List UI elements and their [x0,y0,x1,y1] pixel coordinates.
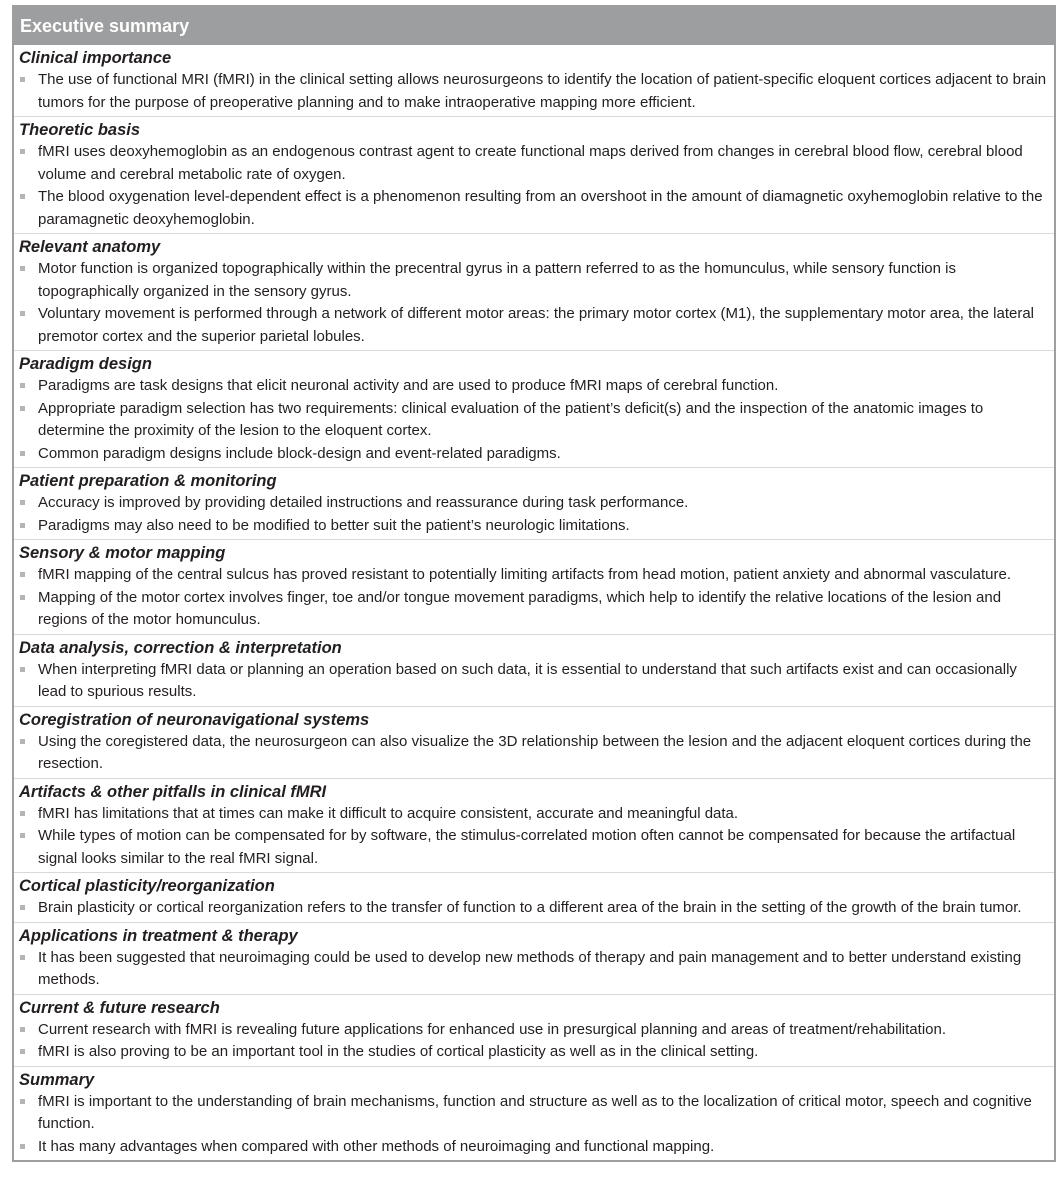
bullet-item [19,1019,1048,1042]
bullet-item [19,443,1048,466]
bullet-list [19,141,1048,231]
bullet-list [19,1019,1048,1064]
square-bullet-icon [20,1027,25,1032]
bullet-item [19,69,1048,114]
executive-summary-box [12,5,1056,1162]
summary-section [14,468,1054,540]
section-title: Sensory & motor mapping [19,544,226,562]
square-bullet-icon [20,739,25,744]
bullet-list [19,731,1048,776]
bullet-item [19,258,1048,303]
square-bullet-icon [20,500,25,505]
square-bullet-icon [20,1144,25,1149]
bullet-item [19,825,1048,870]
bullet-text: Paradigms are task designs that elicit neuronal activity and are used to produce fMRI maps of cerebral function. [38,377,779,394]
square-bullet-icon [20,406,25,411]
section-title: Paradigm design [19,355,152,373]
section-title: Current & future research [19,998,220,1017]
bullet-list [19,258,1048,348]
summary-section [14,117,1054,234]
bullet-list [19,803,1048,871]
bullet-item [19,564,1048,587]
bullet-text: fMRI is also proving to be an important tool in the studies of cortical plasticity as well as in the clinical setting. [38,1043,759,1060]
bullet-item [19,1041,1048,1064]
bullet-text: fMRI mapping of the central sulcus has proved resistant to potentially limiting artifacts from head motion, patient anxiety and abnormal vasculature. [38,566,1011,583]
bullet-list [19,947,1048,992]
summary-section [14,45,1054,117]
square-bullet-icon [20,595,25,600]
bullet-text: When interpreting fMRI data or planning an operation based on such data, it is essential to understand that such artifacts exist and can occasionally lead to spurious results. [38,660,1017,700]
bullet-text: Using the coregistered data, the neurosurgeon can also visualize the 3D relationship between the lesion and the adjacent eloquent cortices during the resection. [38,732,1032,772]
bullet-text: While types of motion can be compensated for by software, the stimulus-correlated motion often cannot be compensated for because the artifactual signal looks similar to the real fMRI signal. [38,827,1016,867]
bullet-list [19,375,1048,465]
bullet-list [19,1091,1048,1159]
bullet-text: Current research with fMRI is revealing future applications for enhanced use in presurgical planning and areas of treatment/rehabilitation. [38,1020,946,1038]
bullet-text: Accuracy is improved by providing detailed instructions and reassurance during task performance. [38,494,689,511]
square-bullet-icon [20,1099,25,1104]
summary-section [14,351,1054,468]
bullet-text: fMRI uses deoxyhemoglobin as an endogenous contrast agent to create functional maps derived from changes in cerebral blood flow, cerebral blood volume and cerebral metabolic rate of oxygen. [38,143,1023,183]
square-bullet-icon [20,667,25,672]
sections-container [14,45,1054,1160]
section-title: Relevant anatomy [19,238,161,256]
bullet-item [19,186,1048,231]
bullet-text: Voluntary movement is performed through a network of different motor areas: the primary motor cortex (M1), the supplementary motor area, the lateral premotor cortex and the superior parietal lobules. [38,305,1035,345]
bullet-text: The blood oxygenation level-dependent effect is a phenomenon resulting from an overshoot in the amount of diamagnetic oxyhemoglobin relative to the paramagnetic deoxyhemoglobin. [38,188,1043,228]
bullet-item [19,897,1048,920]
bullet-item [19,141,1048,186]
square-bullet-icon [20,1049,25,1054]
summary-section [14,923,1054,995]
summary-section [14,873,1054,923]
section-title: Clinical importance [19,49,172,67]
bullet-text: Appropriate paradigm selection has two requirements: clinical evaluation of the patient’s deficit(s) and the inspection of the anatomic images to determine the proximity of the lesion to the eloquent cortex. [38,399,984,439]
bullet-text: Motor function is organized topographically within the precentral gyrus in a pattern referred to as the homunculus, while sensory function is topographically organized in the sensory gyrus. [38,260,956,300]
square-bullet-icon [20,194,25,199]
bullet-item [19,803,1048,826]
square-bullet-icon [20,77,25,82]
box-title: Executive summary [14,7,1054,45]
section-title: Applications in treatment & therapy [19,926,298,945]
summary-section [14,779,1054,874]
section-title: Artifacts & other pitfalls in clinical fMRI [19,782,327,801]
bullet-text: It has been suggested that neuroimaging could be used to develop new methods of therapy and pain management and to better understand existing methods. [38,948,1022,988]
section-title: Coregistration of neuronavigational systems [19,710,370,729]
square-bullet-icon [20,451,25,456]
bullet-text: It has many advantages when compared with other methods of neuroimaging and functional mapping. [38,1137,715,1155]
bullet-text: The use of functional MRI (fMRI) in the clinical setting allows neurosurgeons to identify the location of patient-specific eloquent cortices adjacent to brain tumors for the purpose of preoperative planning and to make intraoperative mapping more efficient. [38,71,1047,111]
bullet-item [19,947,1048,992]
bullet-text: Paradigms may also need to be modified to better suit the patient’s neurologic limitations. [38,516,630,534]
bullet-item [19,587,1048,632]
bullet-text: fMRI is important to the understanding of brain mechanisms, function and structure as well as to the localization of critical motor, speech and cognitive function. [38,1092,1032,1132]
square-bullet-icon [20,833,25,838]
bullet-list [19,492,1048,537]
square-bullet-icon [20,955,25,960]
section-title: Theoretic basis [19,121,141,139]
square-bullet-icon [20,905,25,910]
bullet-text: Common paradigm designs include block-design and event-related paradigms. [38,444,561,462]
square-bullet-icon [20,149,25,154]
bullet-list [19,659,1048,704]
bullet-list [19,564,1048,632]
square-bullet-icon [20,311,25,316]
square-bullet-icon [20,266,25,271]
square-bullet-icon [20,572,25,577]
summary-section [14,540,1054,635]
square-bullet-icon [20,523,25,528]
bullet-item [19,303,1048,348]
square-bullet-icon [20,383,25,388]
summary-section [14,707,1054,779]
bullet-item [19,1136,1048,1159]
summary-section [14,635,1054,707]
section-title: Patient preparation & monitoring [19,472,277,490]
bullet-item [19,731,1048,776]
bullet-text: fMRI has limitations that at times can make it difficult to acquire consistent, accurate and meaningful data. [38,804,739,822]
bullet-item [19,492,1048,515]
summary-section [14,1067,1054,1161]
summary-section [14,234,1054,351]
bullet-item [19,515,1048,538]
bullet-list [19,897,1048,920]
square-bullet-icon [20,811,25,816]
bullet-text: Brain plasticity or cortical reorganization refers to the transfer of function to a different area of the brain in the setting of the growth of the brain tumor. [38,899,1022,916]
section-title: Data analysis, correction & interpretation [19,638,342,657]
section-title: Summary [19,1070,95,1089]
bullet-item [19,375,1048,398]
bullet-item [19,398,1048,443]
summary-section [14,995,1054,1067]
bullet-list [19,69,1048,114]
section-title: Cortical plasticity/reorganization [19,877,275,895]
bullet-text: Mapping of the motor cortex involves finger, toe and/or tongue movement paradigms, which help to identify the relative locations of the lesion and regions of the motor homunculus. [38,588,1002,628]
bullet-item [19,659,1048,704]
bullet-item [19,1091,1048,1136]
